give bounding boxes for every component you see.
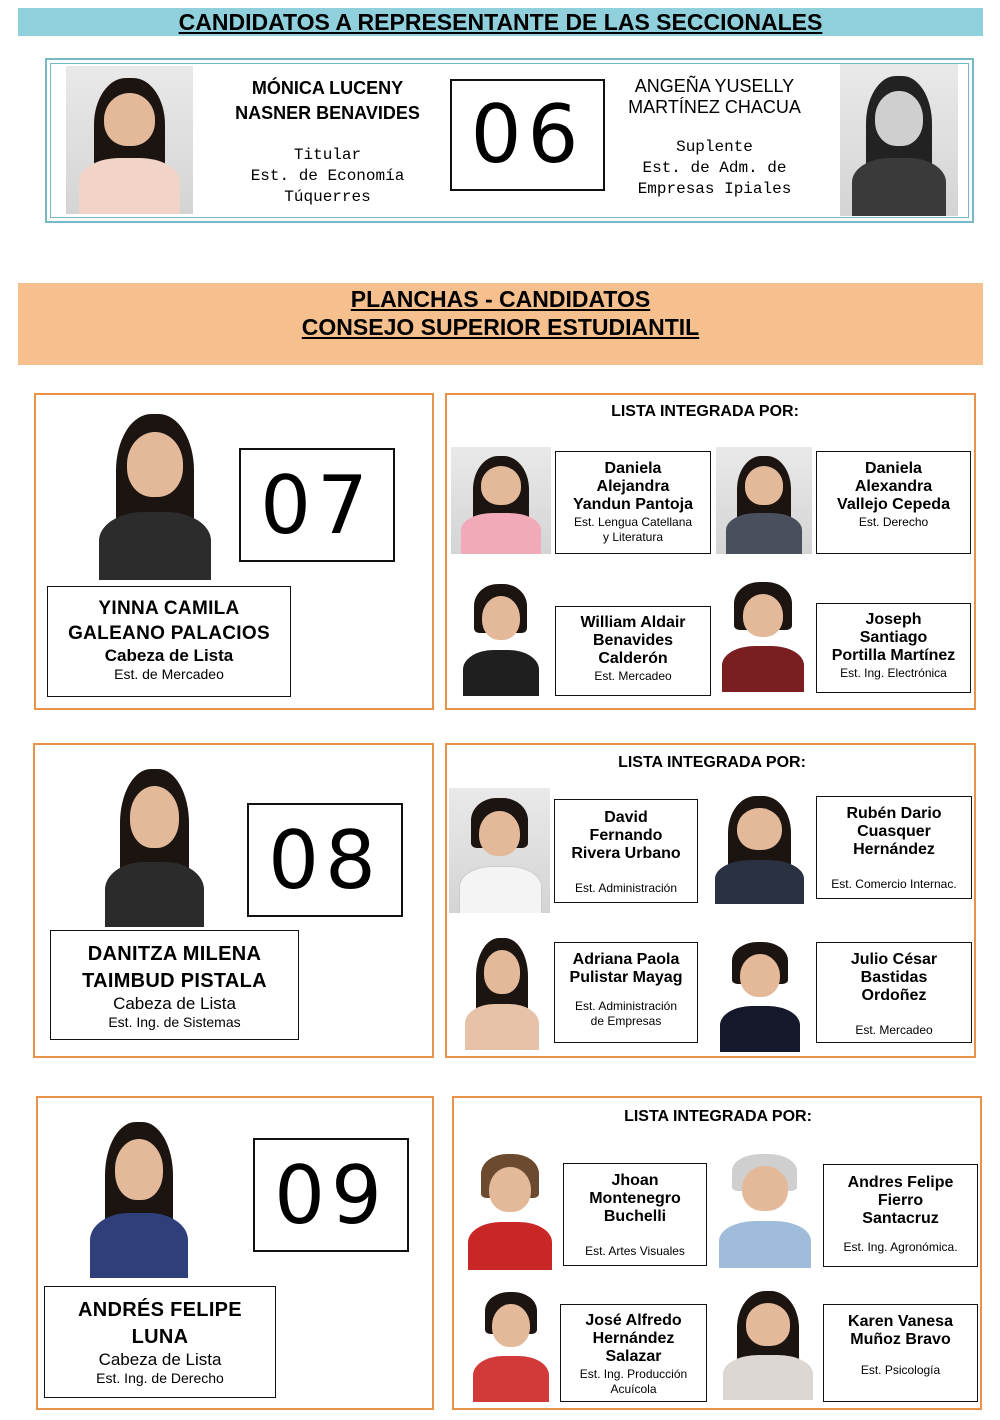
seccionales-number: 06 (450, 79, 605, 191)
suplente-photo (840, 64, 958, 216)
suplente-name (612, 76, 817, 118)
plancha-07-member-4-name-1: Joseph (865, 611, 922, 628)
plancha-07-member-3-program-1: Est. Mercadeo (594, 669, 672, 683)
plancha-09-member-3-name-3: Salazar (605, 1348, 662, 1365)
plancha-09-member-3-name-1: José Alfredo (585, 1312, 682, 1329)
plancha-09-member-4-name-1: Karen Vanesa (848, 1313, 953, 1330)
plancha-07-member-2-name-2: Alexandra (854, 478, 933, 495)
plancha-09-member-3-name-2: Hernández (592, 1330, 675, 1347)
plancha-09-member-4-name-2: Muñoz Bravo (850, 1331, 951, 1348)
plancha-08-member-2-photo (704, 787, 815, 904)
plancha-09-member-3-photo (464, 1282, 558, 1402)
plancha-07-member-1-name-3: Yandun Pantoja (572, 496, 693, 513)
plancha-08-member-1-program-1: Est. Administración (574, 881, 678, 895)
plancha-09-member-4-photo (712, 1282, 824, 1400)
plancha-08-member-1-name-3: Rivera Urbano (571, 845, 681, 862)
plancha-08-member-3-program-2: de Empresas (590, 1014, 662, 1028)
suplente-name-line1: ANGEÑA YUSELLY (634, 76, 795, 96)
plancha-07-head-box (47, 586, 291, 697)
suplente-details (612, 137, 817, 200)
titular-name-line1: MÓNICA LUCENY (251, 78, 404, 98)
plancha-08-member-4-name-2: Bastidas (860, 969, 928, 986)
plancha-08-member-2-program-1: Est. Comercio Internac. (831, 877, 957, 891)
plancha-07-member-2-box (816, 451, 971, 554)
plancha-07-member-3-name-2: Benavides (592, 632, 674, 649)
plancha-08-list-title: LISTA INTEGRADA POR: (618, 754, 806, 771)
plancha-08-member-3-program-1: Est. Administración (574, 999, 678, 1013)
plancha-07-member-2-program-1: Est. Derecho (858, 515, 929, 529)
planchas-header-line1: PLANCHAS - CANDIDATOS (350, 286, 651, 312)
plancha-08-member-4-name-1: Julio César (850, 951, 938, 968)
plancha-07-member-1-photo (451, 447, 551, 554)
plancha-08-member-4-name-3: Ordoñez (861, 987, 927, 1004)
plancha-08-number: 08 (247, 803, 403, 917)
plancha-08-member-1-name-2: Fernando (589, 827, 663, 844)
plancha-07-list-title: LISTA INTEGRADA POR: (611, 403, 799, 420)
plancha-09-head-role: Cabeza de Lista (98, 1350, 222, 1369)
plancha-07-head-role: Cabeza de Lista (104, 646, 234, 665)
plancha-08-member-3-name-2: Pulistar Mayag (569, 969, 683, 986)
plancha-09-member-1-box (563, 1163, 707, 1266)
plancha-09-member-3-program-2: Acuícola (610, 1382, 657, 1396)
suplente-name-line2: MARTÍNEZ CHACUA (628, 97, 801, 117)
plancha-08-member-1-photo (449, 788, 550, 913)
titular-name (215, 76, 440, 126)
plancha-08-member-2-name-2: Cuasquer (857, 823, 931, 840)
plancha-09-member-2-name-3: Santacruz (862, 1210, 939, 1227)
plancha-08-head-role: Cabeza de Lista (113, 994, 236, 1013)
plancha-07-member-4-box (816, 603, 971, 693)
plancha-09-member-2-box (823, 1164, 978, 1267)
plancha-07-number: 07 (239, 448, 395, 562)
titular-photo (66, 66, 193, 214)
plancha-07-member-1-program-1: Est. Lengua Catellana (573, 515, 693, 529)
suplente-program-line1: Est. de Adm. de (642, 159, 787, 177)
plancha-07-member-1-name-2: Alejandra (596, 478, 670, 495)
plancha-08-member-3-box (554, 942, 698, 1043)
plancha-08-member-2-box (816, 796, 972, 899)
plancha-07-member-4-program-1: Est. Ing. Electrónica (840, 666, 947, 680)
plancha-09-member-1-photo (458, 1144, 562, 1270)
titular-program-line2: Túquerres (284, 188, 371, 206)
plancha-07-head-name-line1: YINNA CAMILA (98, 598, 240, 619)
plancha-08-member-3-name-1: Adriana Paola (572, 951, 680, 968)
plancha-07-member-1-program-2: y Literatura (602, 530, 664, 544)
titular-role: Titular (293, 146, 362, 164)
plancha-09-member-2-photo (707, 1144, 822, 1268)
plancha-08-member-3-photo (456, 928, 548, 1050)
plancha-08-member-4-box (816, 942, 972, 1043)
plancha-09-head-name-line2: LUNA (131, 1326, 189, 1348)
titular-program-line1: Est. de Economía (250, 167, 405, 185)
plancha-08-member-2-name-1: Rubén Dario (846, 805, 942, 822)
seccionales-title: CANDIDATOS A REPRESENTANTE DE LAS SECCIONALES (18, 8, 983, 36)
plancha-09-head-photo (78, 1108, 200, 1278)
plancha-07-member-1-box (555, 451, 711, 554)
plancha-08-head-box (50, 930, 299, 1040)
plancha-08-head-name-line1: DANITZA MILENA (87, 943, 262, 965)
plancha-07-head-program: Est. de Mercadeo (114, 666, 224, 682)
plancha-07-member-4-photo (712, 572, 814, 692)
plancha-07-head-name-line2: GALEANO PALACIOS (68, 623, 270, 644)
planchas-header (18, 283, 983, 365)
plancha-08-member-4-photo (710, 932, 810, 1052)
plancha-08-member-2-name-3: Hernández (853, 841, 935, 858)
plancha-08-head-photo (93, 755, 216, 927)
plancha-09-member-1-program-1: Est. Artes Visuales (585, 1244, 685, 1258)
plancha-07-member-3-name-1: William Aldair (580, 614, 686, 631)
plancha-09-head-name-line1: ANDRÉS FELIPE (78, 1299, 242, 1321)
plancha-07-head-photo (85, 400, 225, 580)
plancha-09-head-box (44, 1286, 276, 1398)
suplente-program-line2: Empresas Ipiales (637, 180, 792, 198)
plancha-07-member-3-box (555, 606, 711, 696)
plancha-07-member-2-name-1: Daniela (865, 460, 922, 477)
titular-details (215, 145, 440, 208)
plancha-08-member-1-name-1: David (604, 809, 648, 826)
plancha-09-member-2-name-1: Andres Felipe (847, 1174, 954, 1191)
plancha-09-member-2-program-1: Est. Ing. Agronómica. (843, 1240, 958, 1254)
plancha-09-member-4-program-1: Est. Psicología (860, 1363, 941, 1377)
plancha-08-head-name-line2: TAIMBUD PISTALA (82, 970, 267, 992)
plancha-09-number: 09 (253, 1138, 409, 1252)
plancha-09-list-title: LISTA INTEGRADA POR: (624, 1108, 812, 1125)
plancha-07-member-1-name-1: Daniela (604, 460, 662, 477)
plancha-08-head-program: Est. Ing. de Sistemas (108, 1014, 241, 1030)
plancha-09-member-4-box (823, 1304, 978, 1402)
suplente-role: Suplente (676, 138, 753, 156)
plancha-09-member-3-program-1: Est. Ing. Producción (579, 1367, 688, 1381)
plancha-07-member-4-name-3: Portilla Martínez (831, 647, 956, 664)
plancha-07-member-2-photo (716, 447, 812, 554)
plancha-09-member-1-name-2: Montenegro (589, 1190, 681, 1207)
plancha-07-member-3-photo (453, 574, 548, 696)
plancha-07-member-3-name-3: Calderón (598, 650, 668, 667)
plancha-09-member-3-box (560, 1304, 707, 1402)
plancha-07-member-2-name-3: Vallejo Cepeda (837, 496, 950, 513)
plancha-09-head-program: Est. Ing. de Derecho (96, 1370, 224, 1386)
plancha-09-member-2-name-2: Fierro (877, 1192, 924, 1209)
plancha-08-member-4-program-1: Est. Mercadeo (855, 1023, 933, 1037)
planchas-header-line2: CONSEJO SUPERIOR ESTUDIANTIL (301, 314, 700, 340)
plancha-09-member-1-name-1: Jhoan (611, 1172, 659, 1189)
plancha-07-member-4-name-2: Santiago (859, 629, 928, 646)
plancha-08-member-1-box (554, 799, 698, 903)
titular-name-line2: NASNER BENAVIDES (235, 103, 420, 123)
plancha-09-member-1-name-3: Buchelli (603, 1208, 667, 1225)
